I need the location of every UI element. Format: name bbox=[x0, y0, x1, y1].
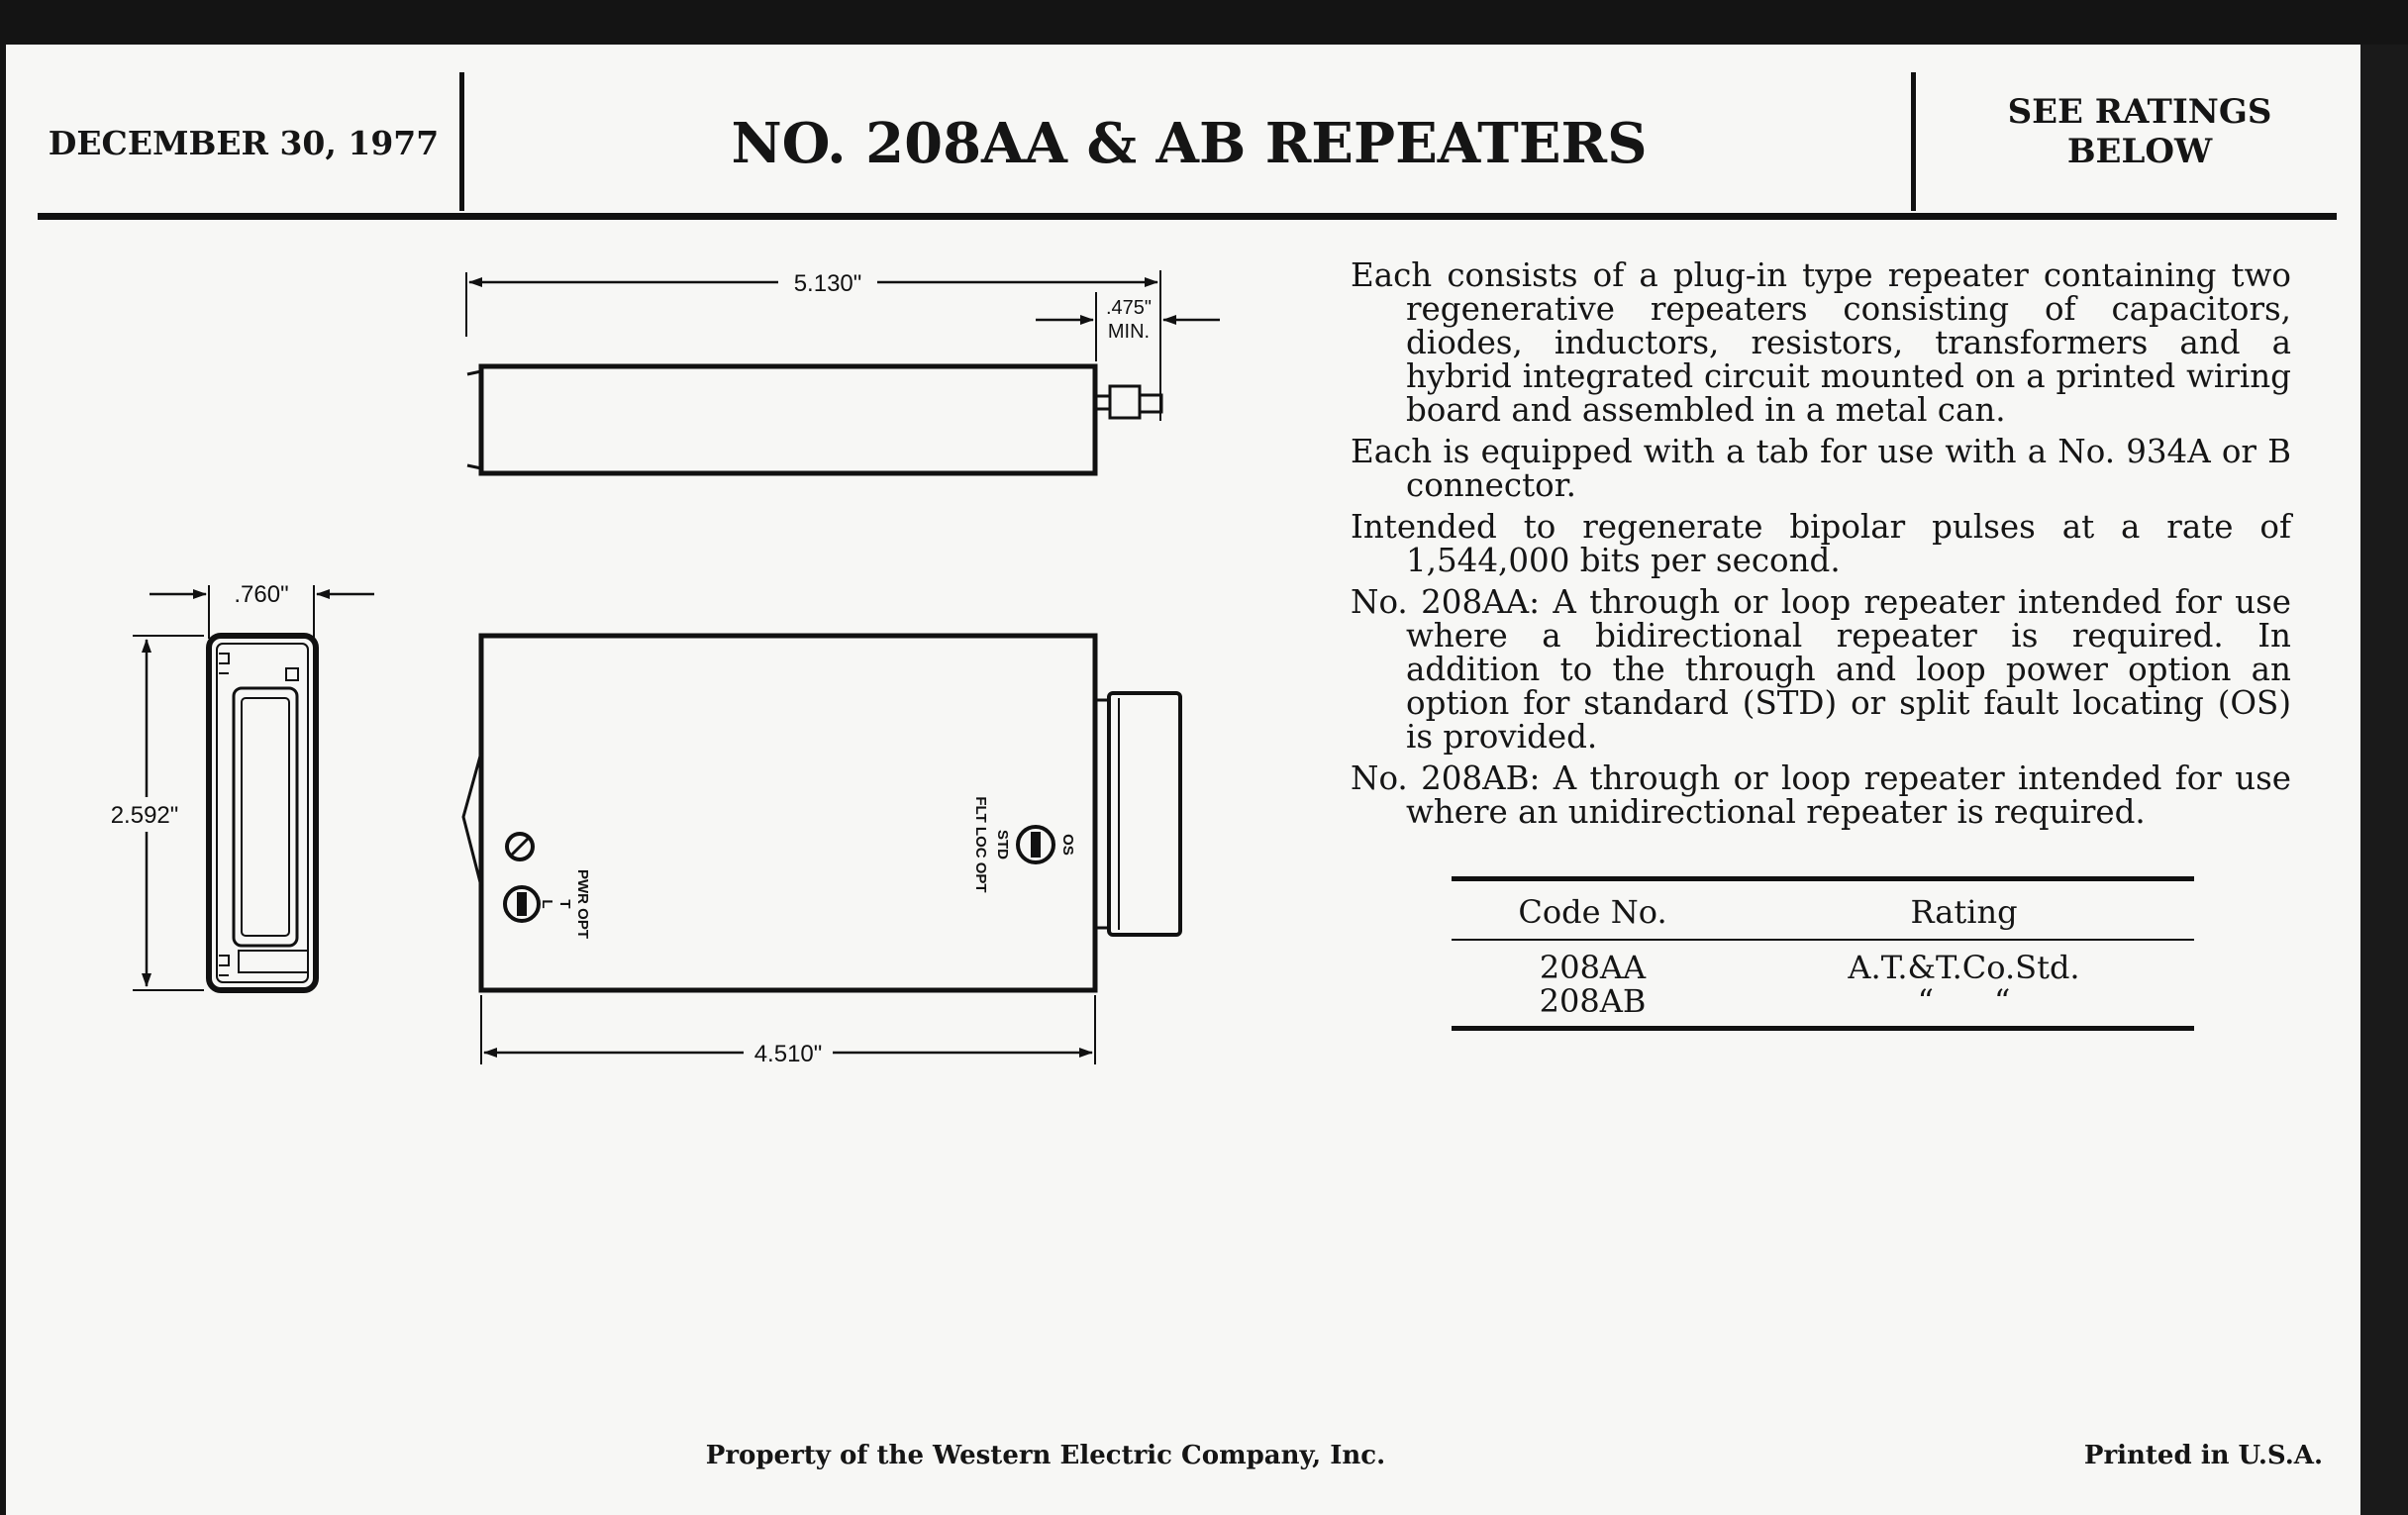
table-header-row bbox=[1452, 881, 2194, 939]
label-l: L bbox=[539, 899, 555, 909]
dim-tab-note: MIN. bbox=[1107, 321, 1151, 343]
cell-rating: A.T.&T.Co.Std. bbox=[1848, 949, 2080, 986]
ratings-table bbox=[1452, 876, 2194, 1031]
dim-tab-length: .475" bbox=[1105, 297, 1153, 319]
col-header-code: Code No. bbox=[1518, 893, 1667, 931]
issue-date: DECEMBER 30, 1977 bbox=[48, 124, 440, 162]
cell-code: 208AB bbox=[1539, 982, 1647, 1020]
repeater-can-side bbox=[481, 636, 1095, 990]
repeater-can-top bbox=[481, 366, 1095, 473]
connector-tab bbox=[1140, 395, 1161, 412]
table-row bbox=[1452, 951, 2194, 984]
description-para: Intended to regenerate bipolar pulses at a rate of 1,544,000 bits per second. bbox=[1351, 508, 2291, 579]
description-para: No. 208AA: A through or loop repeater intended for use where a bidirectional repeater is required. In addition to the through and loop power option an option for standard (STD) or split fault locating (OS) is provided. bbox=[1351, 583, 2291, 756]
rating-note-line2: BELOW bbox=[2066, 132, 2213, 171]
description-para: No. 208AB: A through or loop repeater intended for use where an unidirectional repeater is required. bbox=[1351, 759, 2291, 831]
table-bottom-rule bbox=[1452, 1026, 2194, 1031]
end-view bbox=[111, 581, 374, 990]
card-right-edge bbox=[2360, 45, 2408, 1515]
side-view bbox=[463, 636, 1180, 1067]
dim-overall-length: 5.130" bbox=[793, 270, 862, 297]
rating-note bbox=[1922, 92, 2358, 191]
label-t: T bbox=[556, 899, 573, 909]
label-std: STD bbox=[994, 830, 1011, 859]
dim-width: .760" bbox=[234, 581, 289, 608]
header-divider-right bbox=[1911, 72, 1916, 211]
dim-body-length: 4.510" bbox=[753, 1041, 823, 1067]
description bbox=[1351, 258, 2291, 837]
table-body bbox=[1452, 941, 2194, 1026]
col-header-rating: Rating bbox=[1910, 893, 2018, 931]
label-os: OS bbox=[1059, 834, 1076, 856]
cell-rating: “ “ bbox=[1917, 982, 2011, 1020]
label-pwr-opt: PWR OPT bbox=[574, 869, 591, 939]
table-row bbox=[1452, 984, 2194, 1018]
description-para: Each consists of a plug-in type repeater containing two regenerative repeaters consisting of capacitors, diodes, inductors, resistors, transformers and a hybrid integrated circuit mounted on a printed wiring board and assembled in a metal can. bbox=[1351, 256, 2291, 429]
catalog-card bbox=[6, 45, 2360, 1515]
repeater-drawing bbox=[6, 45, 1333, 1134]
footer-printed: Printed in U.S.A. bbox=[2083, 1441, 2323, 1470]
label-flt-loc-opt: FLT LOC OPT bbox=[972, 796, 989, 893]
description-para: Each is equipped with a tab for use with a No. 934A or B connector. bbox=[1351, 433, 2291, 504]
cell-code: 208AA bbox=[1539, 949, 1647, 986]
rating-note-line1: SEE RATINGS bbox=[2007, 92, 2272, 132]
footer-property: Property of the Western Electric Company, Inc. bbox=[705, 1441, 1386, 1470]
dim-height: 2.592" bbox=[110, 802, 179, 829]
top-view bbox=[466, 270, 1220, 473]
page-title: NO. 208AA & AB REPEATERS bbox=[731, 111, 1648, 176]
